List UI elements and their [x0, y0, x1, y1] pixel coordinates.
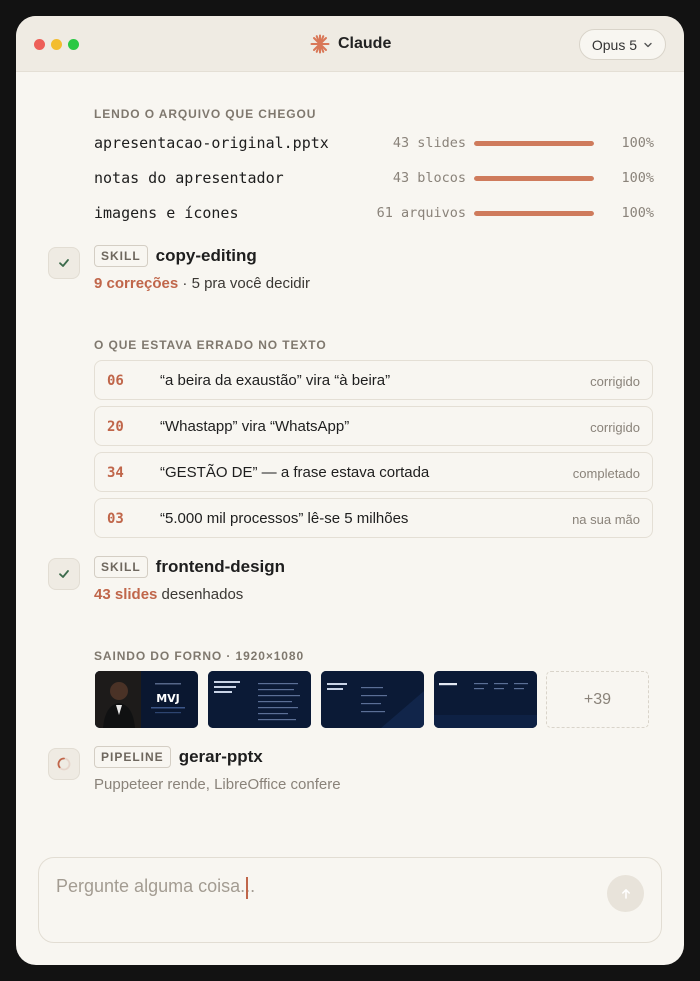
correction-row[interactable]	[94, 406, 653, 446]
progress-bar	[474, 141, 594, 146]
step-summary	[94, 275, 310, 292]
correction-text: “5.000 mil processos” lê-se 5 milhões	[160, 510, 409, 527]
slide-number: 34	[107, 465, 124, 481]
progress-fill	[474, 176, 594, 181]
file-count: 43 slides	[392, 135, 466, 151]
corrections-count: 9 correções	[94, 275, 179, 292]
step-summary-rest: desenhados	[157, 586, 244, 603]
slide-number: 03	[107, 511, 124, 527]
step-summary: Puppeteer rende, LibreOffice confere	[94, 776, 341, 793]
message-input[interactable]	[56, 876, 536, 897]
slide-thumbnail[interactable]	[95, 671, 198, 728]
errors-section-label: O QUE ESTAVA ERRADO NO TEXTO	[94, 338, 327, 352]
slide-thumbnail[interactable]	[321, 671, 424, 728]
more-slides-button[interactable]	[546, 671, 649, 728]
more-slides-count: +39	[583, 690, 612, 708]
step-header	[94, 556, 285, 578]
file-count: 61 arquivos	[376, 205, 466, 221]
close-window-button[interactable]	[34, 39, 45, 50]
step-tag: SKILL	[94, 245, 148, 267]
file-name: notas do apresentador	[94, 169, 284, 187]
model-selector-button[interactable]	[579, 29, 666, 60]
file-percent: 100%	[621, 135, 654, 151]
correction-row[interactable]	[94, 452, 653, 492]
check-icon	[57, 256, 71, 270]
model-selector-label: Opus 5	[591, 36, 637, 53]
slide-thumbnail[interactable]	[208, 671, 311, 728]
step-tag: SKILL	[94, 556, 148, 578]
step-name: frontend-design	[155, 557, 286, 576]
correction-status: completado	[572, 466, 640, 481]
step-running-icon	[48, 748, 80, 780]
step-header	[94, 245, 257, 267]
step-done-icon	[48, 247, 80, 279]
step-tag: PIPELINE	[94, 746, 171, 768]
slide-number: 20	[107, 419, 124, 435]
slides-count: 43 slides	[94, 586, 158, 603]
file-percent: 100%	[621, 170, 654, 186]
file-count: 43 blocos	[392, 170, 466, 186]
correction-status: corrigido	[590, 420, 640, 435]
spinner-icon	[56, 756, 72, 772]
file-row	[94, 169, 654, 189]
text-caret	[246, 877, 248, 899]
correction-text: “a beira da exaustão” vira “à beira”	[160, 372, 391, 389]
arrow-up-icon	[620, 888, 632, 900]
reading-section-label: LENDO O ARQUIVO QUE CHEGOU	[94, 107, 317, 121]
progress-fill	[474, 141, 594, 146]
message-composer	[38, 857, 662, 943]
app-title-text: Claude	[338, 35, 392, 52]
file-name: imagens e ícones	[94, 204, 239, 222]
file-name: apresentacao-original.pptx	[94, 134, 329, 152]
check-icon	[57, 567, 71, 581]
slide-preview	[434, 671, 537, 728]
correction-status: na sua mão	[572, 512, 640, 527]
step-name: gerar-pptx	[178, 747, 263, 766]
progress-fill	[474, 211, 594, 216]
correction-row[interactable]	[94, 360, 653, 400]
file-row	[94, 134, 654, 154]
file-row	[94, 204, 654, 224]
minimize-window-button[interactable]	[51, 39, 62, 50]
slide-number: 06	[107, 373, 124, 389]
step-summary-rest: · 5 pra você decidir	[178, 275, 310, 292]
progress-bar	[474, 176, 594, 181]
file-percent: 100%	[621, 205, 654, 221]
correction-status: corrigido	[590, 374, 640, 389]
slide-preview	[208, 671, 311, 728]
slides-section-label: SAINDO DO FORNO · 1920×1080	[94, 649, 305, 663]
claude-logo-icon	[310, 34, 330, 54]
progress-bar	[474, 211, 594, 216]
slide-preview	[321, 671, 424, 728]
app-window	[16, 16, 684, 965]
maximize-window-button[interactable]	[68, 39, 79, 50]
correction-text: “Whastapp” vira “WhatsApp”	[160, 418, 350, 435]
step-name: copy-editing	[155, 246, 257, 265]
step-header	[94, 746, 263, 768]
chevron-down-icon	[643, 40, 653, 50]
slide-thumbnail[interactable]	[434, 671, 537, 728]
correction-text: “GESTÃO DE” — a frase estava cortada	[160, 464, 430, 481]
app-title	[310, 32, 391, 56]
title-bar	[16, 16, 684, 72]
correction-row[interactable]	[94, 498, 653, 538]
step-summary	[94, 586, 243, 603]
slide-title-text: MVJ	[156, 692, 180, 705]
step-done-icon	[48, 558, 80, 590]
slide-preview	[95, 671, 198, 728]
send-button[interactable]	[607, 875, 644, 912]
